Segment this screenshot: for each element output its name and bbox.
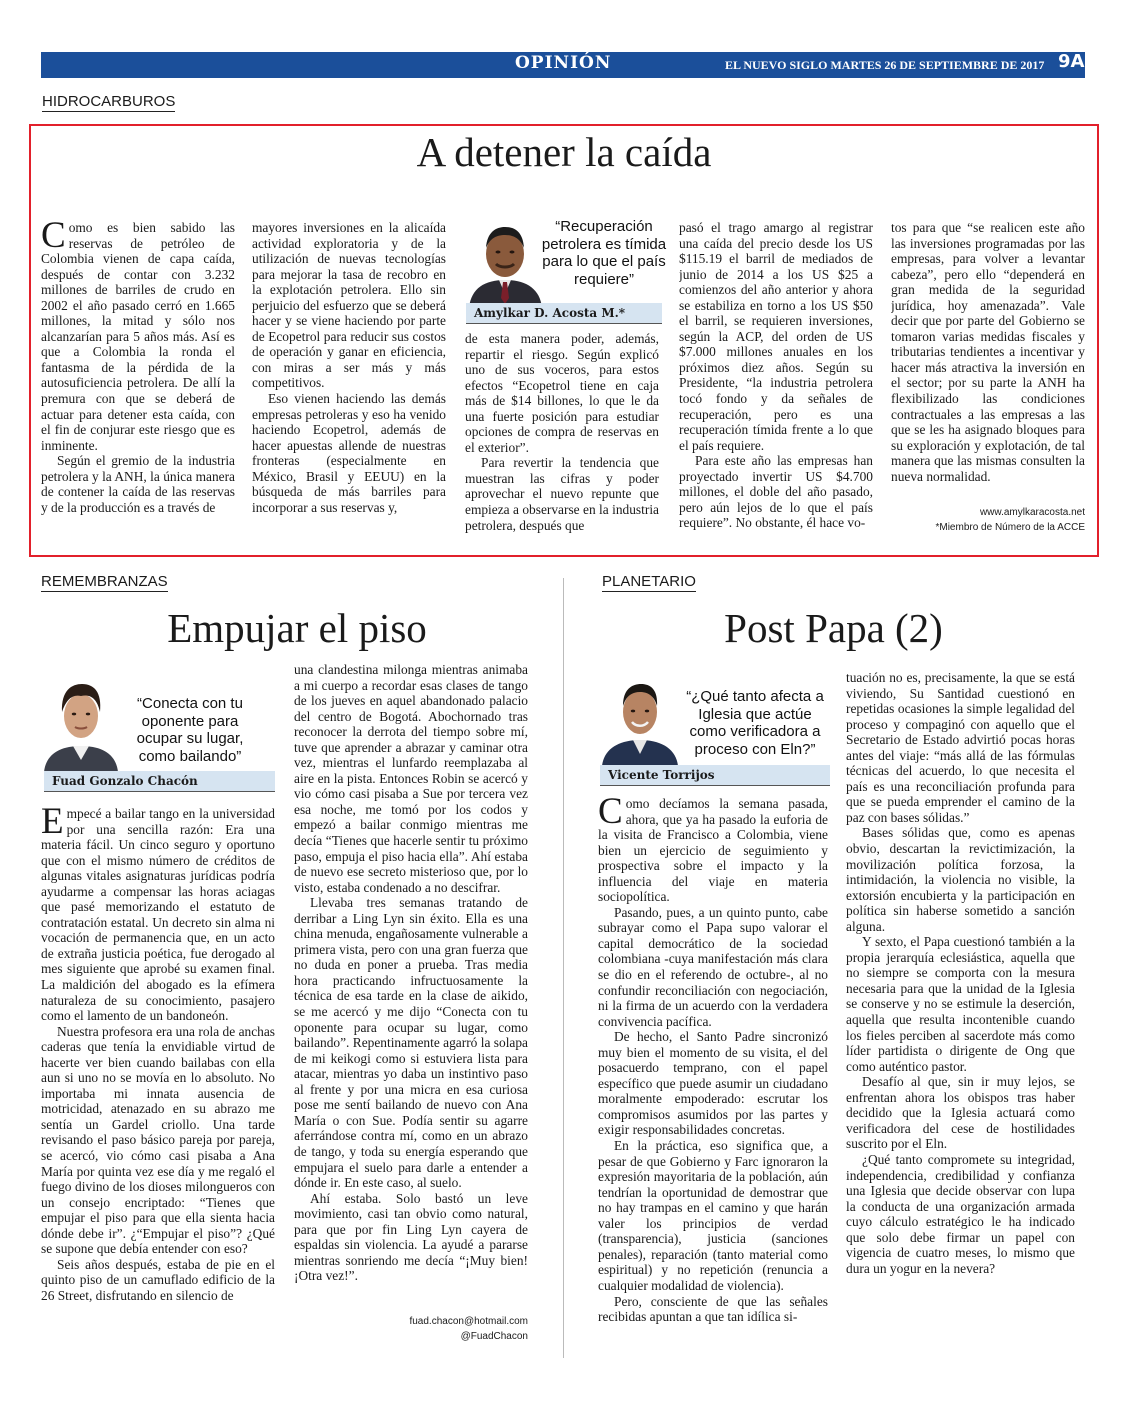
- article-column: [294, 662, 528, 1312]
- paragraph: Llevaba tres semanas tratando de derribar a Ling Lyn sin éxito. Ella es una china menuda, engañosamente vulnerable a primera vista, pero con una gran fuerza que no duda en poner a prueba. Tras media hora practicando infructuosamente la técnica de esa tarde en la clase de aikido, se me acercó y me dijo “Conecta con tu oponente para ocupar su lugar, como bailando”. Repentinamente agarró la solapa de mi keikogi como si estuviera lista para atacar, mientras yo daba un instintivo paso al frente y por una micra en esa curiosa pose me sentí bailando de nuevo con Ana María o con Sue. Podía sentir su agarre aferrándose contra mí, como en un abrazo de tango, y toda su energía esperando que empujara el suelo para darle a entender a dónde ir. En este caso, al suelo.: [294, 895, 528, 1191]
- author-byline: Vicente Torrijos: [600, 765, 830, 786]
- paragraph: Bases sólidas que, como es apenas obvio, descartan la revictimización, la movilización política forzosa, la intimidación, la violencia no visible, la extorsión encubierta y la participación en política sin haberse sometido a sanción alguna.: [846, 825, 1075, 934]
- author-photo: [463, 218, 548, 308]
- article-column: [465, 331, 659, 546]
- paragraph: omo es bien sabido las reservas de petróleo de Colombia vienen de capa caída, después de contar con 3.232 millones de barriles de crudo en 2002 el año pasado cerró en 1.665 millones, la mitad y sólo nos alcanzarían para 5 años más. Así es que a Colombia la ronda el fantasma de la pérdida de la autosuficiencia petrolera. De allí la premura con que se deberá de actuar para detener esta caída, con el fin de conjurar este riesgo que es inminente.: [41, 220, 235, 453]
- author-handle: @FuadChacon: [460, 1331, 528, 1342]
- article-column: [846, 670, 1075, 1360]
- paragraph: ¿Qué tanto compromete su integridad, independencia, credibilidad y confianza una Iglesia que decide observar con lupa la conducta de una organización armada cuyo cálculo estratégico le ha indicado que solo debe firmar un papel con vigencia de cuatro meses, lo mismo que dura un yogur en la nevera?: [846, 1151, 1075, 1276]
- section-name: OPINIÓN: [515, 53, 612, 73]
- paragraph: de esta manera poder, además, repartir el riesgo. Según explicó uno de sus voceros, para estos efectos “Ecopetrol tiene en caja más de $14 billones, lo que le da una fuerte posición para estudiar opciones de compra de reservas en el exterior”.: [465, 331, 659, 455]
- article-column: [41, 806, 275, 1352]
- paragraph: mpecé a bailar tango en la universidad por una sencilla razón: Era una materia fácil. Un cinco seguro y oportuno que con el mismo número de créditos de algunas vitales asignaturas jurídicas podría ayudarme a compensar las horas aciagas que pasé memorizando el estatuto de contratación estatal. Un decreto sin alma ni vocación de permanencia que, en un acto de extraña justicia poética, fue derogado al mes siguiente que aprobé su examen final. La maldición del abogado es la efímera naturaleza de su conocimiento, pasajero como el lamento de un bandoneón.: [41, 806, 275, 1024]
- paragraph: Para este año las empresas han proyectado invertir US $4.700 millones, el doble del año pasado, pero aún lejos de lo que el país requiere”. No obstante, él hace vo-: [679, 453, 873, 531]
- pull-quote: “Conecta con tu oponente para ocupar su lugar, como bailando”: [136, 695, 244, 765]
- masthead-date: EL NUEVO SIGLO MARTES 26 DE SEPTIEMBRE DE 2017: [725, 58, 1045, 72]
- paragraph: pasó el trago amargo al registrar una caída del precio desde los US $115.19 el barril de mediados de junio de 2014 a los US $25 a comienzos del año anterior y ahora se estabiliza en torno a los US $50 el barril, se requieren inversiones, según la ACP, del orden de US $7.000 millones anuales en los próximos diez años. Según su Presidente, “la industria petrolera tocó fondo y da señales de recuperación, pero es una recuperación tímida frente a lo que el país requiere.: [679, 220, 873, 453]
- drop-cap: C: [41, 220, 66, 256]
- paragraph: omo decíamos la semana pasada, ahora, que ya ha pasado la euforia de la visita de Francisco a Colombia, viene bien un ejercicio de seguimiento y prospectiva sobre el impacto y la influencia del viaje en materia sociopolítica.: [598, 796, 828, 905]
- drop-cap: C: [598, 796, 623, 832]
- section-tag-planetario: PLANETARIO: [602, 573, 696, 590]
- author-photo: [42, 672, 120, 772]
- paragraph: Pasando, pues, a un quinto punto, cabe subrayar como el Papa supo valorar el capital democrático de la sociedad colombiana -cuya manifestación más clara se dio en el referendo de octubre-, al no confundir reconciliación con negociación, ni la firma de un acuerdo con la verdadera convivencia pacífica.: [598, 904, 828, 1029]
- paragraph: tos para que “se realicen este año las inversiones programadas por las empresas, para volver a levantar cabeza”, pero ello “dependerá en gran medida de la seguridad jurídica, hoy amenazada”. Vale decir que por parte del Gobierno se tomaron varias medidas fiscales y tributarias tendientes a incentivar y hacer más atractiva la inversión en el sector; por su parte la ANH ha flexibilizado las condiciones contractuales a las empresas a las que se les ha asignado bloques para su exploración y explotación, de tal manera que las mismas consulten la nueva normalidad.: [891, 220, 1085, 484]
- article-column: [598, 796, 828, 1352]
- drop-cap: E: [41, 806, 64, 842]
- section-tag-hidrocarburos: HIDROCARBUROS: [42, 93, 176, 110]
- author-byline: Amylkar D. Acosta M.*: [466, 303, 662, 324]
- author-website: www.amylkaracosta.net: [979, 507, 1085, 518]
- paragraph: una clandestina milonga mientras animaba a mi cuerpo a recordar esas clases de tango de los jueves en aquel abandonado palacio del centro de Bogotá. Abochornado tras reconocer la derrota del tiempo sobre mí, tuve que aprender a abrazar y caminar otra vez, mientras el lunfardo reemplazaba al aire en la pista. Entonces Robin se acercó y vio cómo casi pisaba a Sue por tercera vez esa noche, me tomó por los codos y empezó a bailar conmigo mientras me decía “Tienes que hacerle sentir tu próximo paso, empuja el piso hacia ella”. Ahí estaba de nuevo ese secreto misterioso que, por lo visto, estaba condenado a no descifrar.: [294, 662, 528, 895]
- paragraph: Según el gremio de la industria petrolera y la ANH, la única manera de contener la caída de las reservas y de la producción es a través de: [41, 453, 235, 515]
- article-column: [41, 220, 235, 546]
- paragraph: Ahí estaba. Solo bastó un leve movimiento, casi tan obvio como natural, para que por fin Ling Lyn cayera de espaldas sin violencia. La ayudé a pararse mientras sonriendo me decía “¡Muy bien! ¡Otra vez!”.: [294, 1190, 528, 1284]
- article-title: Post Papa (2): [724, 605, 943, 651]
- author-email: fuad.chacon@hotmail.com: [409, 1316, 528, 1327]
- author-footnote: *Miembro de Número de la ACCE: [935, 522, 1085, 533]
- author-byline: Fuad Gonzalo Chacón: [44, 771, 275, 792]
- pull-quote: “¿Qué tanto afecta a Iglesia que actúe como verificadora a proceso con Eln?”: [686, 688, 824, 758]
- article-title: Empujar el piso: [167, 605, 427, 651]
- paragraph: En la práctica, eso significa que, a pesar de que Gobierno y Farc ignoraron la expresión mayoritaria de la población, aún tendrían la oportunidad de demostrar que no hay trampas en el camino y que harán valer los principios de verdad (transparencia), justicia (sanciones penales), reparación (tanto material como espiritual) y no repetición (renuncia a cualquier modalidad de violencia).: [598, 1138, 828, 1293]
- article-title: A detener la caída: [416, 129, 712, 175]
- paragraph: Y sexto, el Papa cuestionó también a la propia jerarquía eclesiástica, aquella que no siempre se comporta con la mesura necesaria para que la unidad de la Iglesia se conserve y no se estimule la deserción, aquella que resulta incontenible cuando los fieles perciben al sacerdote más como líder partidista o dirigente de Ong que como auténtico pastor.: [846, 934, 1075, 1074]
- article-column: [679, 220, 873, 546]
- pull-quote: “Recuperación petrolera es tímida para lo que el país requiere”: [541, 218, 667, 288]
- paragraph: Para revertir la tendencia que muestran las cifras y poder aprovechar el nuevo repunte que empieza a observarse en la industria petrolera, después que: [465, 455, 659, 533]
- paragraph: tuación no es, precisamente, la que se está viviendo, Su Santidad cuestionó en repetidas ocasiones la simple legalidad del proceso y compaginó con aquello que el Secretario de Estado advirtió pocas horas antes del viaje: “más allá de las fórmulas técnicas del acuerdo, lo que necesita el país es una reconciliación profunda para que se pueda emprender el camino de la paz con bases sólidas.”: [846, 670, 1075, 825]
- article-column: [891, 220, 1085, 500]
- column-divider: [563, 578, 564, 1358]
- paragraph: Seis años después, estaba de pie en el quinto piso de un camuflado edificio de la 26 Street, disfrutando en silencio de: [41, 1256, 275, 1303]
- paragraph: Nuestra profesora era una rola de anchas caderas que tenía la envidiable virtud de hacerte ver bien cuando bailabas con ella aun si uno no se movía en lo absoluto. No importaba mi innata ausencia de motricidad, atenazado en su abrazo me sentía un Gardel criollo. Una tarde revisando el paso básico pareja por pareja, se acercó, vio cómo casi pisaba a Ana María por quinta vez ese día y me regaló el fuego divino de los dioses milongueros con un consejo encriptado: “Tienes que empujar el piso para que ella sienta hacia dónde debe ir”. ¿“Empujar el piso”? ¿Qué se supone que debía entender con eso?: [41, 1023, 275, 1257]
- paragraph: Pero, consciente de que las señales recibidas apuntan a que tan idílica si-: [598, 1293, 828, 1325]
- paragraph: Eso vienen haciendo las demás empresas petroleras y eso ha venido haciendo Ecopetrol, además de hacer apuestas allende de nuestras fronteras (especialmente en México, Brasil y EEUU) en la búsqueda de más barriles para incorporar a sus reservas y,: [252, 391, 446, 515]
- page-number: 9A: [1058, 51, 1085, 72]
- article-column: [252, 220, 446, 546]
- section-tag-remembranzas: REMEMBRANZAS: [41, 573, 168, 590]
- paragraph: Desafío al que, sin ir muy lejos, se enfrentan ahora los obispos tras haber decidido que la Iglesia actuará como verificadora del cese de hostilidades suscrito por el Eln.: [846, 1074, 1075, 1152]
- paragraph: De hecho, el Santo Padre sincronizó muy bien el momento de su visita, el del posacuerdo temprano, con el papel específico que puede asumir un ciudadano moralmente empoderado: escrutar los compromisos asumidos por las partes y exigir responsabilidades concretas.: [598, 1029, 828, 1138]
- paragraph: mayores inversiones en la alicaída actividad exploratoria y de la utilización de nuevas tecnologías para mejorar la tasa de recobro en la explotación petrolera. Ello sin perjuicio del esfuerzo que se deberá hacer y se viene haciendo por parte de Ecopetrol para reducir sus costos de operación y ganar en eficiencia, con miras a ser más y más competitivos.: [252, 220, 446, 391]
- author-photo: [600, 676, 680, 766]
